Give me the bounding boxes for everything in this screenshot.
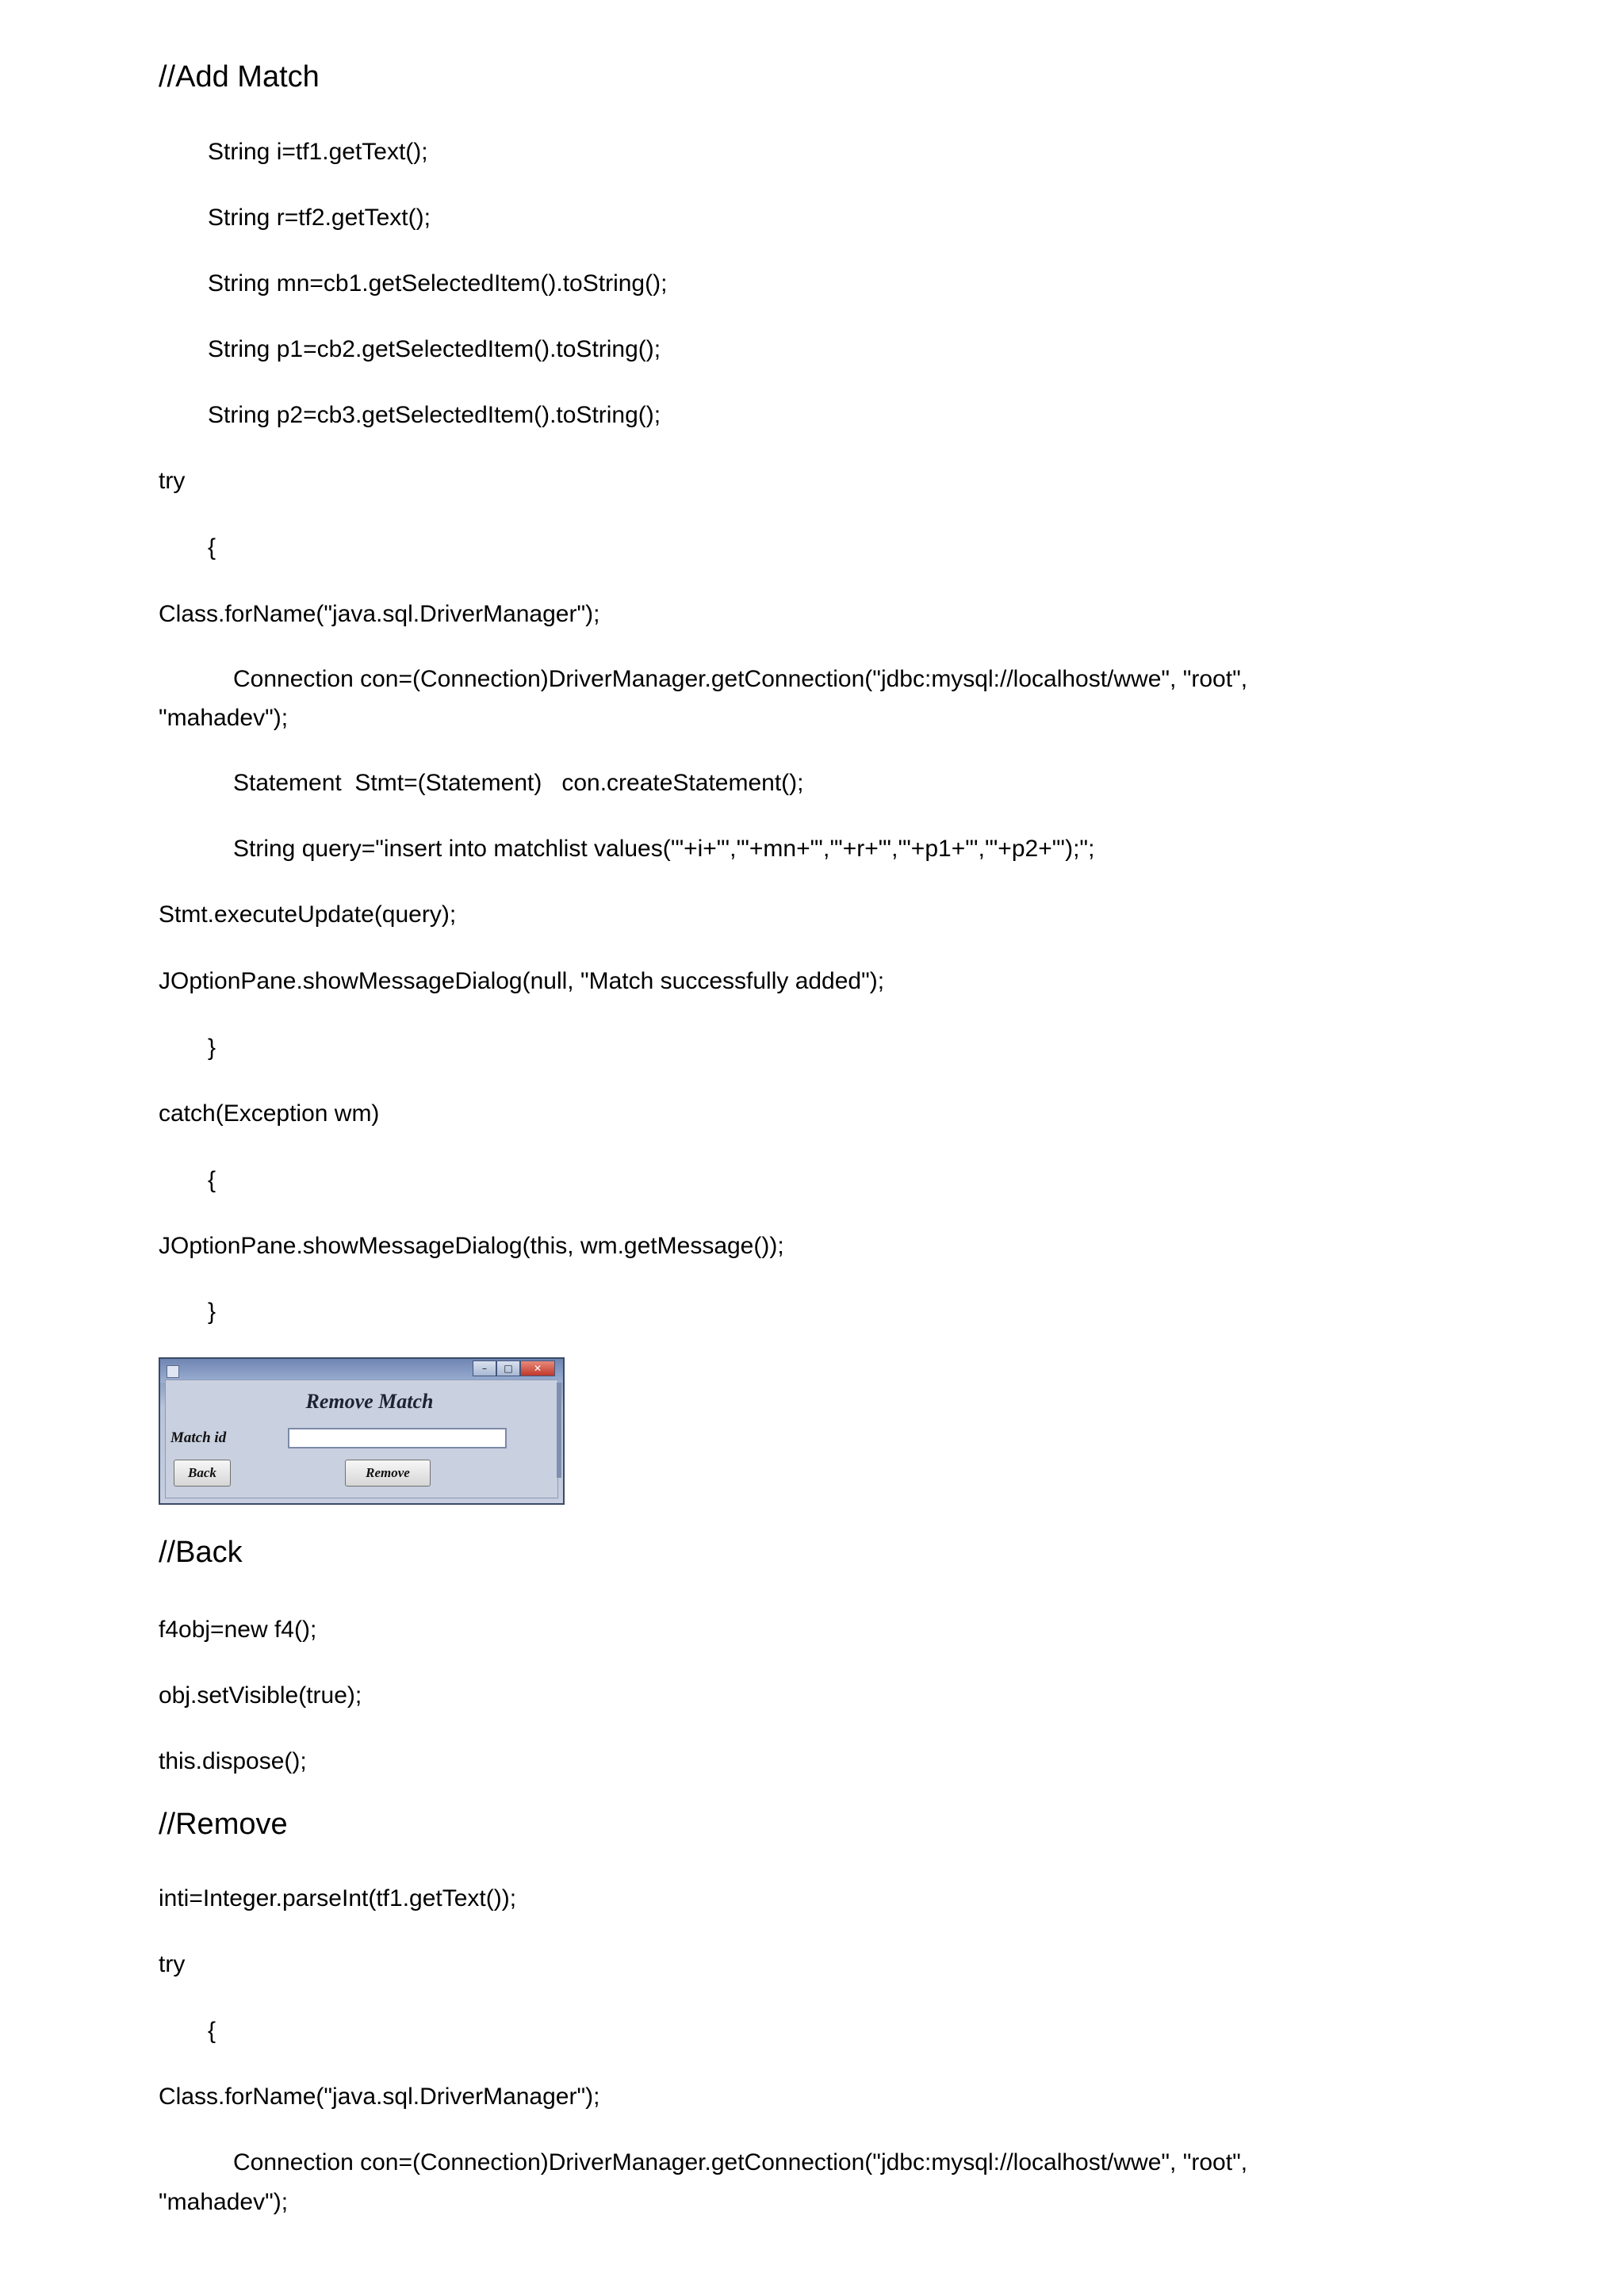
- remove-button[interactable]: Remove: [345, 1460, 431, 1487]
- code-line: Stmt.executeUpdate(query);: [159, 901, 457, 928]
- code-line: f4obj=new f4();: [159, 1617, 317, 1643]
- code-line: catch(Exception wm): [159, 1100, 380, 1127]
- code-line: {: [208, 534, 216, 561]
- code-line: String p2=cb3.getSelectedItem().toString();: [208, 402, 661, 428]
- heading-back: //Back: [159, 1536, 243, 1569]
- close-icon[interactable]: ✕: [520, 1360, 555, 1376]
- code-line: }: [208, 1299, 216, 1325]
- window-body: [165, 1380, 558, 1498]
- code-line: Connection con=(Connection)DriverManager.getConnection("jdbc:mysql://localhost/wwe", "root",: [233, 2149, 1248, 2175]
- match-id-input[interactable]: [288, 1428, 507, 1448]
- code-line: obj.setVisible(true);: [159, 1682, 362, 1709]
- code-line: {: [208, 1167, 216, 1193]
- window-title: Remove Match: [305, 1390, 434, 1413]
- code-line: "mahadev");: [159, 705, 289, 731]
- back-button[interactable]: Back: [174, 1460, 231, 1487]
- code-line: String p1=cb2.getSelectedItem().toString();: [208, 336, 661, 362]
- code-line: this.dispose();: [159, 1748, 307, 1774]
- code-line: String r=tf2.getText();: [208, 205, 431, 231]
- heading-add-match: //Add Match: [159, 60, 320, 94]
- code-line: JOptionPane.showMessageDialog(this, wm.getMessage());: [159, 1233, 784, 1259]
- code-line: String i=tf1.getText();: [208, 139, 428, 165]
- heading-remove: //Remove: [159, 1808, 288, 1841]
- code-line: JOptionPane.showMessageDialog(null, "Match successfully added");: [159, 968, 885, 994]
- maximize-icon[interactable]: □: [496, 1360, 520, 1376]
- match-id-label: Match id: [170, 1429, 227, 1446]
- code-line: "mahadev");: [159, 2189, 289, 2215]
- code-line: {: [208, 2018, 216, 2044]
- code-line: try: [159, 468, 186, 494]
- app-icon: [167, 1365, 179, 1378]
- minimize-icon[interactable]: –: [473, 1360, 496, 1376]
- code-line: Class.forName("java.sql.DriverManager");: [159, 2084, 600, 2110]
- window-controls: [473, 1360, 555, 1376]
- remove-match-window: [159, 1357, 565, 1505]
- code-line: Connection con=(Connection)DriverManager.getConnection("jdbc:mysql://localhost/wwe", "root",: [233, 666, 1248, 692]
- code-line: Class.forName("java.sql.DriverManager");: [159, 601, 600, 627]
- code-line: try: [159, 1951, 186, 1977]
- code-line: String query="insert into matchlist values('"+i+"','"+mn+"','"+r+"','"+p1+"','"+p2+"');";: [233, 836, 1095, 862]
- code-line: inti=Integer.parseInt(tf1.getText());: [159, 1885, 517, 1911]
- window-scrollbar: [557, 1383, 561, 1478]
- code-line: String mn=cb1.getSelectedItem().toString();: [208, 270, 668, 297]
- code-line: }: [208, 1035, 216, 1061]
- code-line: Statement Stmt=(Statement) con.createStatement();: [233, 770, 804, 796]
